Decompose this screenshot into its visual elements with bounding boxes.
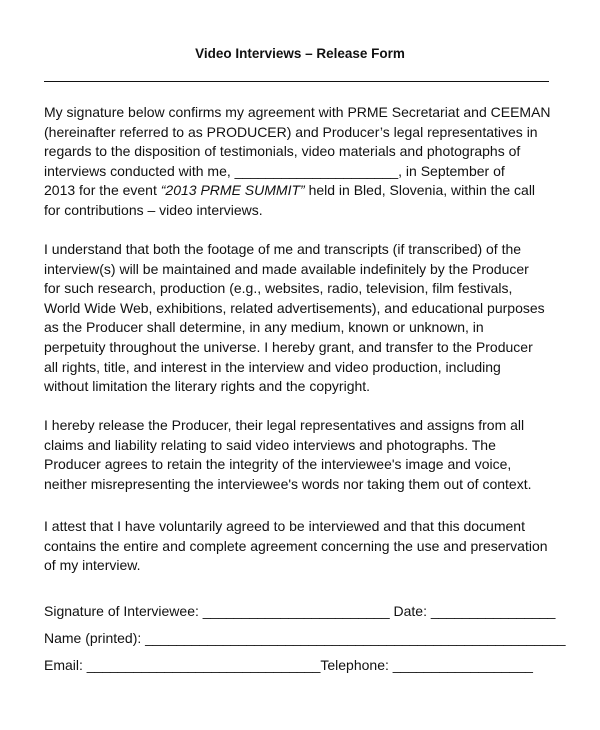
email-telephone-field[interactable]: Email: ______________________________Telephone: __________________ [44, 657, 533, 673]
paragraph-attestation [44, 517, 556, 576]
text-line: interviews conducted with me, _____________________, in September of [44, 162, 505, 179]
text-line: contains the entire and complete agreement concerning the use and preservation [44, 537, 548, 554]
text-segment: held in Bled, Slovenia, within the call [304, 182, 536, 199]
title-divider [44, 81, 549, 82]
form-title: Video Interviews – Release Form [195, 46, 405, 61]
text-line: I understand that both the footage of me and transcripts (if transcribed) of the [44, 241, 522, 257]
text-line: all rights, title, and interest in the interview and video production, including [44, 358, 501, 375]
text-line: for such research, production (e.g., websites, radio, television, film festivals, [44, 280, 513, 297]
text-line: as the Producer shall determine, in any medium, known or unknown, in [44, 319, 484, 336]
text-line: for contributions – video interviews. [44, 201, 263, 218]
name-printed-field[interactable]: Name (printed): ______________________________________________________ [44, 630, 566, 646]
text-segment: 2013 for the event [44, 182, 161, 199]
text-line: neither misrepresenting the interviewee's words nor taking them out of context. [44, 475, 532, 492]
text-line: My signature below confirms my agreement with PRME Secretariat and CEEMAN [44, 104, 551, 120]
text-line: (hereinafter referred to as PRODUCER) and Producer’s legal representatives in [44, 123, 538, 140]
text-line: I hereby release the Producer, their legal representatives and assigns from all [44, 417, 525, 433]
text-line: perpetuity throughout the universe. I hereby grant, and transfer to the Producer [44, 338, 533, 355]
text-line: Producer agrees to retain the integrity of the interviewee's image and voice, [44, 456, 512, 473]
text-line: interview(s) will be maintained and made available indefinitely by the Producer [44, 260, 529, 277]
signature-date-field[interactable]: Signature of Interviewee: ________________________ Date: ________________ [44, 603, 556, 619]
text-line: regards to the disposition of testimonials, video materials and photographs of [44, 143, 521, 160]
event-name: “2013 PRME SUMMIT” [160, 182, 305, 199]
text-line: of my interview. [44, 557, 141, 574]
text-line: without limitation the literary rights and the copyright. [44, 378, 371, 395]
paragraph-release [44, 416, 556, 494]
text-line: claims and liability relating to said video interviews and photographs. The [44, 436, 496, 453]
text-line: World Wide Web, exhibitions, related advertisements), and educational purposes [44, 299, 545, 316]
text-line [44, 181, 556, 201]
paragraph-agreement [44, 103, 556, 221]
text-line: I attest that I have voluntarily agreed to be interviewed and that this document [44, 518, 525, 534]
paragraph-usage-rights [44, 240, 556, 397]
